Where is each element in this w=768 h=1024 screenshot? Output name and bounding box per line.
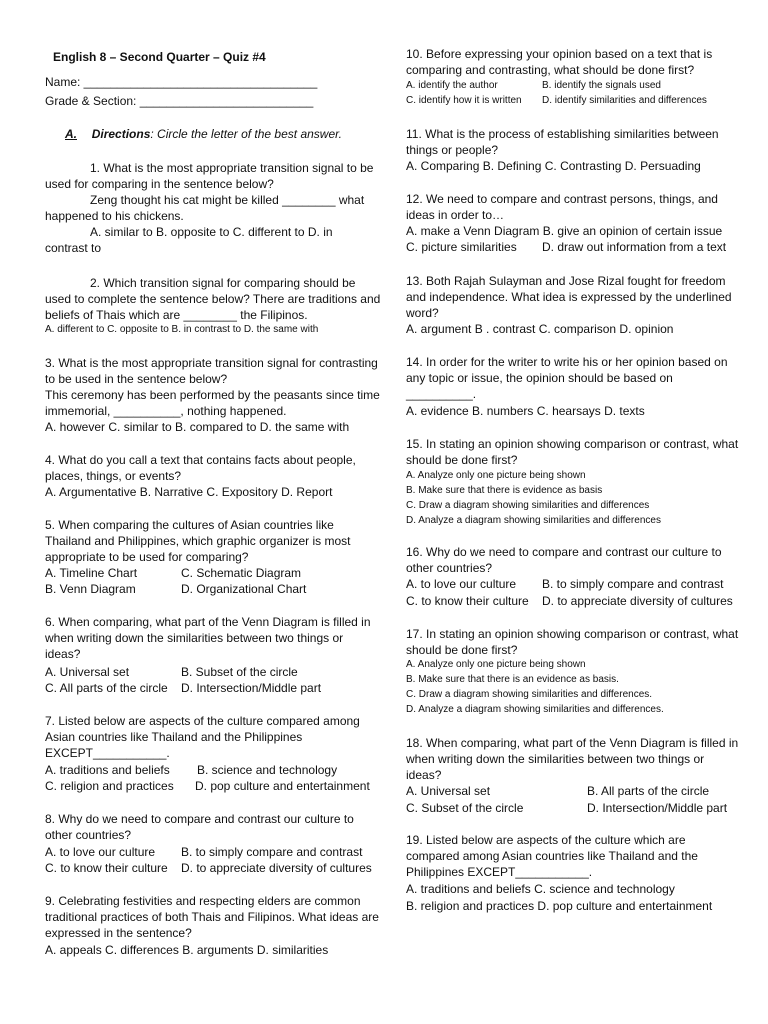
question-line: B. to simply compare and contrast [542, 577, 724, 591]
question-line: C. picture similarities [406, 240, 517, 254]
question-line: Thailand and Philippines, which graphic organizer is most [45, 534, 351, 548]
question-line: D. identify similarities and differences [542, 95, 707, 106]
question-line: ideas? [406, 768, 442, 782]
question-line: ideas in order to… [406, 208, 505, 222]
question-line: compared among Asian countries like Thailand and the [406, 849, 698, 863]
question-line: C. All parts of the circle [45, 681, 168, 695]
quiz-title: English 8 – Second Quarter – Quiz #4 [53, 50, 266, 64]
question-line: A. argument B . contrast C. comparison D. opinion [406, 322, 674, 336]
question-line: Philippines EXCEPT___________. [406, 865, 593, 879]
question-line: beliefs of Thais which are ________ the Filipinos. [45, 308, 308, 322]
question-line: D. Analyze a diagram showing similarities and differences. [406, 704, 664, 715]
question-line: used for comparing in the sentence below? [45, 177, 274, 191]
question-line: A. to love our culture [45, 845, 156, 859]
question-line: D. Intersection/Middle part [587, 801, 728, 815]
question-line: Asian countries like Thailand and the Philippines [45, 730, 303, 744]
question-line: D. Intersection/Middle part [181, 681, 322, 695]
question-line: B. Make sure that there is evidence as basis [406, 485, 603, 496]
question-line: C. religion and practices [45, 779, 174, 793]
question-line: A. make a Venn Diagram B. give an opinion of certain issue [406, 224, 723, 238]
question-line: D. Analyze a diagram showing similarities and differences [406, 515, 661, 526]
question-line: contrast to [45, 241, 102, 255]
question-line: when writing down the similarities between two things or [45, 631, 344, 645]
question-line: 11. What is the process of establishing similarities between [406, 127, 719, 141]
question-line: C. Schematic Diagram [181, 566, 302, 580]
question-line: C. Draw a diagram showing similarities and differences [406, 500, 650, 511]
question-line: A. different to C. opposite to B. in contrast to D. the same with [45, 324, 319, 335]
question-line: 10. Before expressing your opinion based on a text that is [406, 47, 713, 61]
question-line: B. All parts of the circle [587, 784, 710, 798]
question-line: C. to know their culture [406, 594, 529, 608]
question-line: A. Comparing B. Defining C. Contrasting D. Persuading [406, 159, 701, 173]
question-line: A. Universal set [406, 784, 491, 798]
question-line: 2. Which transition signal for comparing should be [90, 276, 356, 290]
question-line: A. similar to B. opposite to C. different to D. in [90, 225, 333, 239]
question-line: Zeng thought his cat might be killed ________ what [90, 193, 365, 207]
question-line: A. Analyze only one picture being shown [406, 659, 586, 670]
question-line: word? [406, 306, 439, 320]
question-line: A. however C. similar to B. compared to D. the same with [45, 420, 350, 434]
name-line: Name: ___________________________________ [45, 75, 318, 89]
question-line: B. Subset of the circle [181, 665, 298, 679]
question-line: 19. Listed below are aspects of the culture which are [406, 833, 686, 847]
question-line: B. identify the signals used [542, 80, 661, 91]
directions-label: Directions [91, 127, 151, 141]
directions-letter: A. [65, 127, 77, 141]
question-line: D. to appreciate diversity of cultures [542, 594, 733, 608]
question-line: __________. [406, 387, 477, 401]
question-line: A. to love our culture [406, 577, 517, 591]
question-line: and independence. What idea is expressed by the underlined [406, 290, 732, 304]
question-line: happened to his chickens. [45, 209, 184, 223]
question-line: should be done first? [406, 453, 518, 467]
question-line: other countries? [45, 828, 132, 842]
question-line: places, things, or events? [45, 469, 182, 483]
directions-text: : Circle the letter of the best answer. [150, 127, 343, 141]
question-line: 7. Listed below are aspects of the culture compared among [45, 714, 360, 728]
question-line: 3. What is the most appropriate transition signal for contrasting [45, 356, 378, 370]
question-line: immemorial, __________, nothing happened. [45, 404, 287, 418]
question-line: 4. What do you call a text that contains facts about people, [45, 453, 356, 467]
question-line: 5. When comparing the cultures of Asian countries like [45, 518, 334, 532]
question-line: B. Venn Diagram [45, 582, 136, 596]
question-line: 12. We need to compare and contrast persons, things, and [406, 192, 718, 206]
question-line: should be done first? [406, 643, 518, 657]
question-line: 9. Celebrating festivities and respecting elders are common [45, 894, 361, 908]
question-line: 17. In stating an opinion showing comparison or contrast, what [406, 627, 739, 641]
question-line: to be used in the sentence below? [45, 372, 228, 386]
question-line: 14. In order for the writer to write his or her opinion based on [406, 355, 728, 369]
question-line: B. science and technology [197, 763, 338, 777]
question-line: B. Make sure that there is an evidence as basis. [406, 674, 619, 685]
question-line: A. traditions and beliefs [45, 763, 170, 777]
question-line: any topic or issue, the opinion should be based on [406, 371, 673, 385]
question-line: A. Timeline Chart [45, 566, 138, 580]
question-line: 13. Both Rajah Sulayman and Jose Rizal fought for freedom [406, 274, 726, 288]
question-line: A. traditions and beliefs C. science and technology [406, 882, 675, 896]
question-line: D. to appreciate diversity of cultures [181, 861, 372, 875]
question-line: appropriate to be used for comparing? [45, 550, 249, 564]
question-line: ideas? [45, 647, 81, 661]
question-line: C. to know their culture [45, 861, 168, 875]
question-line: D. draw out information from a text [542, 240, 727, 254]
question-line: A. Universal set [45, 665, 130, 679]
grade-section-line: Grade & Section: __________________________ [45, 94, 314, 108]
question-line: 6. When comparing, what part of the Venn Diagram is filled in [45, 615, 371, 629]
question-line: used to complete the sentence below? There are traditions and [45, 292, 381, 306]
question-line: B. to simply compare and contrast [181, 845, 363, 859]
question-line: D. Organizational Chart [181, 582, 307, 596]
question-line: 8. Why do we need to compare and contrast our culture to [45, 812, 354, 826]
question-line: C. Draw a diagram showing similarities and differences. [406, 689, 653, 700]
directions [65, 127, 342, 141]
question-line: comparing and contrasting, what should be done first? [406, 63, 695, 77]
question-line: EXCEPT___________. [45, 746, 170, 760]
question-line: 16. Why do we need to compare and contrast our culture to [406, 545, 722, 559]
question-line: things or people? [406, 143, 499, 157]
question-line: A. Analyze only one picture being shown [406, 470, 586, 481]
question-line: other countries? [406, 561, 493, 575]
question-line: 1. What is the most appropriate transition signal to be [90, 161, 374, 175]
question-line: expressed in the sentence? [45, 926, 192, 940]
question-line: traditional practices of both Thais and Filipinos. What ideas are [45, 910, 379, 924]
question-line: B. religion and practices D. pop culture and entertainment [406, 899, 713, 913]
question-line: D. pop culture and entertainment [195, 779, 370, 793]
question-line: A. appeals C. differences B. arguments D. similarities [45, 943, 329, 957]
question-line: A. evidence B. numbers C. hearsays D. texts [406, 404, 645, 418]
question-line: C. identify how it is written [406, 95, 522, 106]
question-line: 18. When comparing, what part of the Venn Diagram is filled in [406, 736, 739, 750]
question-line: when writing down the similarities between two things or [406, 752, 705, 766]
question-line: 15. In stating an opinion showing comparison or contrast, what [406, 437, 739, 451]
question-line: C. Subset of the circle [406, 801, 524, 815]
question-line: A. identify the author [406, 80, 498, 91]
question-line: This ceremony has been performed by the peasants since time [45, 388, 380, 402]
question-line: A. Argumentative B. Narrative C. Expository D. Report [45, 485, 333, 499]
